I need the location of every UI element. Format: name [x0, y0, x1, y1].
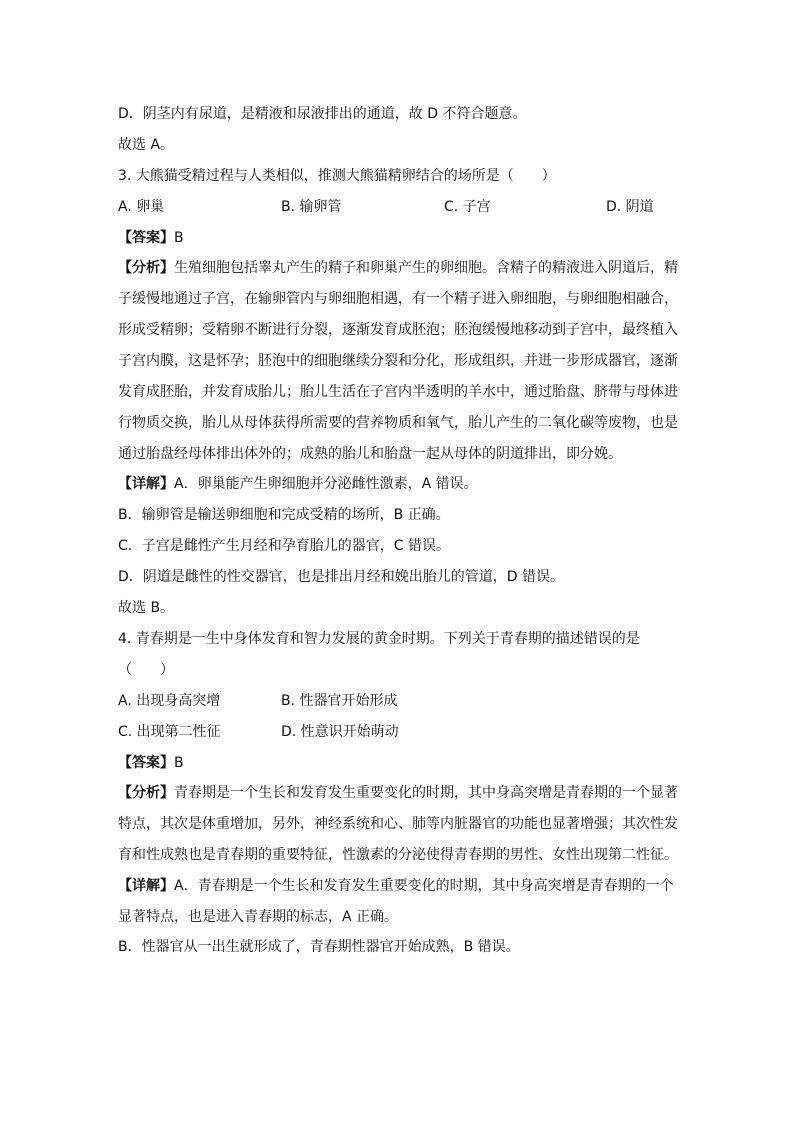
q3-option-b: B. 输卵管	[281, 199, 342, 215]
q3-detail-a	[118, 474, 680, 505]
q4-options-row1	[118, 691, 680, 722]
q3-detail-c: C．子宫是雌性产生月经和孕育胎儿的器官，C 错误。	[118, 538, 450, 554]
prev-option-d-explanation: D．阴茎内有尿道，是精液和尿液排出的通道，故 D 不符合题意。	[118, 106, 527, 122]
q3-option-a: A. 卵巢	[118, 199, 165, 215]
q3-conclusion: 故选 B。	[118, 600, 175, 616]
q3-detail-a-text: A．卵巢能产生卵细胞并分泌雌性激素，A 错误。	[174, 476, 478, 492]
q4-analysis-text: 青春期是一个生长和发育发生重要变化的时期，其中身高突增是青春期的一个显著特点，其次是体重增加，另外，神经系统和心、肺等内脏器官的功能也显著增强；其次性发育和性成熟也是青春期的重要特征，性激素的分泌使得青春期的男性、女性出现第二性征。	[118, 785, 678, 863]
q3-option-d: D. 阴道	[606, 199, 654, 215]
q3-options	[118, 197, 680, 228]
q3-answer-value: B	[174, 230, 184, 246]
q4-analysis	[118, 778, 680, 871]
q3-stem: 3. 大熊猫受精过程与人类相似，推测大熊猫精卵结合的场所是（ ）	[118, 168, 556, 184]
q3-analysis	[118, 253, 680, 470]
prev-conclusion: 故选 A。	[118, 137, 175, 153]
q4-answer-value: B	[174, 755, 184, 771]
q3-detail-b: B．输卵管是输送卵细胞和完成受精的场所，B 正确。	[118, 507, 450, 523]
q3-analysis-text: 生殖细胞包括睾丸产生的精子和卵巢产生的卵细胞。含精子的精液进入阴道后，精子缓慢地通过子宫，在输卵管内与卵细胞相遇，有一个精子进入卵细胞，与卵细胞相融合，形成受精卵；受精卵不断进行分裂，逐渐发育成胚泡；胚泡缓慢地移动到子宫中，最终植入子宫内膜，这是怀孕；胚泡中的细胞继续分裂和分化，形成组织，并进一步形成器官，逐渐发育成胚胎，并发育成胎儿；胎儿生活在子宫内半透明的羊水中，通过胎盘、脐带与母体进行物质交换，胎儿从母体获得所需要的营养物质和氧气，胎儿产生的二氧化碳等废物，也是通过胎盘经母体排出体外的；成熟的胎儿和胎盘一起从母体的阴道排出，即分娩。	[118, 260, 678, 462]
q4-stem-line1: 4. 青春期是一生中身体发育和智力发展的黄金时期。下列关于青春期的描述错误的是	[118, 631, 640, 647]
q4-option-a: A. 出现身高突增	[118, 693, 221, 709]
q4-stem-line2: （ ）	[118, 662, 174, 678]
q4-detail-a	[118, 871, 680, 933]
q4-option-b: B. 性器官开始形成	[281, 693, 398, 709]
page-content	[118, 104, 680, 968]
q3-option-c: C. 子宫	[444, 199, 491, 215]
q4-detail-b: B．性器官从一出生就形成了，青春期性器官开始成熟，B 错误。	[118, 939, 520, 955]
q4-options-row2	[118, 722, 680, 753]
q3-detail-d: D．阴道是雌性的性交器官，也是排出月经和娩出胎儿的管道，D 错误。	[118, 569, 565, 585]
q4-answer-label: 【答案】	[118, 755, 174, 771]
q3-detail-label: 【详解】	[118, 476, 174, 492]
q4-detail-label: 【详解】	[118, 878, 174, 894]
q4-analysis-label: 【分析】	[118, 785, 174, 801]
q4-option-d: D. 性意识开始萌动	[281, 724, 399, 740]
q4-detail-a-text: A．青春期是一个生长和发育发生重要变化的时期，其中身高突增是青春期的一个显著特点，也是进入青春期的标志，A 正确。	[118, 878, 674, 925]
q3-analysis-label: 【分析】	[118, 260, 174, 276]
q3-answer-label: 【答案】	[118, 230, 174, 246]
q4-option-c: C. 出现第二性征	[118, 724, 221, 740]
